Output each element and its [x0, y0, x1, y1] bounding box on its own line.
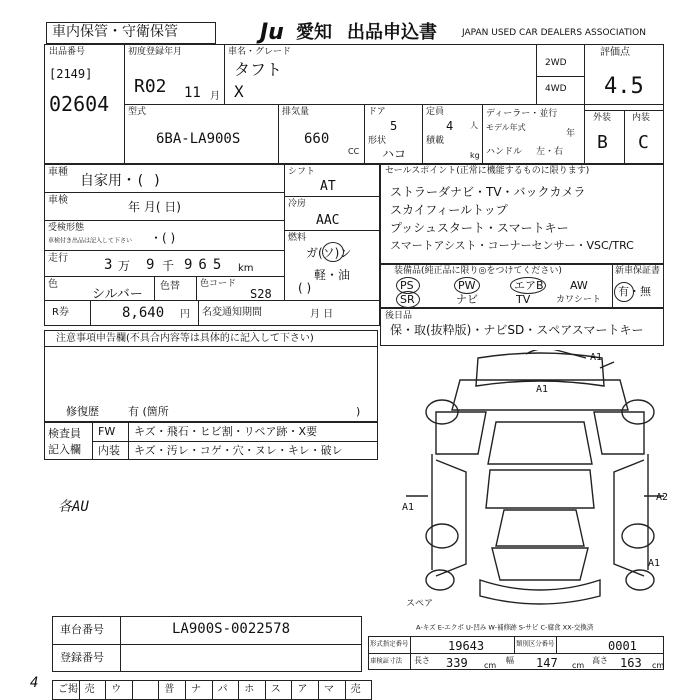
sales-point-1: ストラーダナビ・TV・バックカメラ — [390, 185, 586, 199]
bottom-cell: ホ — [244, 684, 255, 695]
year-unit: 年 — [566, 129, 576, 139]
extras-label: 後日品 — [385, 311, 413, 321]
bottom-cell: 売 — [350, 684, 361, 695]
damage-mark-1: A1 — [590, 352, 603, 363]
chassis-label: 車台番号 — [60, 623, 104, 636]
new-car-warranty-label: 新車保証書 — [615, 266, 661, 276]
kg-unit: kg — [470, 151, 480, 160]
bottom-cell: 売 — [84, 684, 95, 695]
usage-label: 車種 — [48, 167, 68, 178]
form-title: 出品申込書 — [347, 22, 437, 43]
fuel-paren: ( ) — [298, 281, 312, 295]
car-damage-diagram — [400, 350, 680, 620]
lot-bracket-no: [2149] — [49, 67, 93, 81]
recorder-label: 記入欄 — [48, 443, 81, 456]
first-reg-month-unit: 月 — [210, 91, 220, 102]
recycle-value: 8,640 — [122, 305, 165, 321]
equipment-label: 装備品(純正品に限り◎をつけてください) — [394, 266, 562, 276]
registration-label: 登録番号 — [60, 651, 104, 664]
height-unit: cm — [652, 661, 665, 670]
width-value: 147 — [536, 656, 558, 670]
bottom-cell: ス — [270, 684, 281, 695]
tax-label: 名変通知期間 — [202, 307, 262, 318]
color-code: S28 — [250, 287, 272, 301]
margin-mark: 4 — [30, 675, 39, 691]
repair-value: 有 (箇所 — [128, 405, 169, 418]
sales-point-4: スマートアシスト・コーナーセンサー・VSC/TRC — [390, 239, 634, 252]
person-unit: 人 — [470, 121, 478, 130]
bottom-cell-divider — [212, 680, 213, 700]
repair-close: ) — [356, 405, 361, 418]
dealer-label: ディーラー・並行 — [486, 109, 558, 119]
width-label: 幅 — [506, 656, 514, 665]
length-value: 339 — [446, 656, 468, 670]
sales-point-3: プッシュスタート・スマートキー — [390, 221, 569, 235]
inspection-value: 年 月( 日) — [128, 200, 181, 214]
bottom-cell: パ — [217, 684, 228, 695]
bottom-cell: 普 — [164, 684, 175, 695]
notes-label: 注意事項申告欄(不具合内容等は具体的に記入して下さい) — [56, 333, 314, 344]
bottom-cell: ご掲 — [58, 684, 78, 695]
interior-label: 内装 — [632, 113, 651, 123]
equip-ps: PS — [400, 279, 414, 292]
capacity-label: 積載 — [426, 136, 445, 146]
chassis-number: LA900S-0022578 — [172, 621, 291, 637]
model-name-label: 車名・グレード — [228, 47, 292, 57]
width-unit: cm — [572, 661, 585, 670]
equip-airbag-circle — [510, 277, 546, 294]
recycle-unit: 円 — [180, 309, 190, 320]
usage-value: 自家用・( ) — [80, 173, 162, 189]
fw-items: キズ・飛石・ヒビ割・リペア跡・X要 — [134, 425, 318, 438]
seats-label: 定員 — [426, 107, 445, 117]
cc-unit: CC — [348, 147, 360, 156]
grade-score: 4.5 — [604, 74, 644, 99]
bottom-cell-divider — [132, 680, 133, 700]
bottom-cell-divider — [238, 680, 239, 700]
damage-legend: A-キズ E-エクボ U-凹み W-補修跡 S-サビ C-腐食 XX-交換済 — [416, 623, 594, 632]
equip-pw: PW — [458, 279, 476, 292]
color-code-label: 色コード — [200, 279, 237, 289]
shift-label: シフト — [288, 167, 316, 177]
equip-tv: TV — [516, 293, 531, 306]
damage-mark-4: A2 — [656, 492, 669, 503]
class-number: 0001 — [608, 639, 637, 653]
warranty-yes-circle — [614, 282, 634, 302]
interior-grade: C — [638, 132, 649, 153]
shape: ハコ — [382, 147, 407, 161]
equip-sr-circle — [396, 291, 420, 308]
model-year-label: モデル年式 — [486, 123, 526, 132]
model-code: 6BA-LA900S — [156, 131, 241, 147]
tax-value: 月 日 — [310, 309, 334, 320]
length-label: 長さ — [414, 656, 430, 665]
new-car-warranty-value: 有・無 — [618, 285, 651, 298]
equip-pw-circle — [454, 277, 480, 294]
grade-label: 評価点 — [600, 47, 630, 58]
mileage-sen-unit: 千 — [162, 259, 175, 273]
fuel-gas: ガ(ソ)ン — [306, 246, 352, 260]
equip-sr: SR — [400, 293, 415, 306]
aircon-value: AAC — [316, 213, 340, 228]
bottom-cell-divider — [79, 680, 80, 700]
handle-value: 左・右 — [536, 147, 564, 157]
shape-label: 形状 — [368, 136, 387, 146]
first-reg-era: R02 — [134, 76, 167, 97]
equip-navi: ナビ — [456, 293, 478, 306]
fuel-diesel: 軽・油 — [314, 268, 351, 282]
cert-number: 19643 — [448, 639, 485, 653]
int-items: キズ・汚レ・コゲ・穴・ヌレ・キレ・破レ — [134, 444, 343, 457]
aircon-label: 冷房 — [288, 199, 307, 209]
fuel-label: 燃料 — [288, 233, 307, 243]
damage-mark-2: A1 — [536, 384, 549, 395]
grade: X — [234, 82, 244, 101]
drive-2wd: 2WD — [545, 58, 567, 68]
mileage-sen: 9 — [146, 257, 155, 273]
fw-label: FW — [98, 425, 116, 438]
mileage-label: 走行 — [48, 253, 68, 264]
model-code-label: 型式 — [128, 107, 147, 117]
bottom-cell: ナ — [191, 684, 201, 695]
exterior-label: 外装 — [593, 113, 612, 123]
bottom-cell-divider — [345, 680, 346, 700]
verification-label: 受検形態 — [48, 223, 85, 233]
first-reg-label: 初度登録年月 — [128, 47, 183, 57]
first-reg-month: 11 — [184, 85, 201, 101]
length-unit: cm — [484, 661, 497, 670]
org-name: 愛知 — [296, 22, 332, 43]
cert-number-label: 形式指定番号 — [370, 640, 409, 648]
handle-label: ハンドル — [486, 147, 523, 157]
equip-airbag: エアB — [514, 279, 544, 292]
lot-number: 02604 — [49, 92, 110, 116]
doors-label: ドア — [368, 107, 386, 117]
equip-leather: カワシート — [556, 295, 602, 305]
mileage-man: 3 — [104, 257, 113, 273]
spare-label: スペア — [406, 599, 434, 609]
damage-mark-3: A1 — [402, 502, 415, 513]
verification-value: ・( ) — [150, 231, 176, 245]
verification-sub: 車検付き出品は記入して下さい — [48, 237, 132, 244]
ju-logo: Ju — [260, 20, 284, 45]
bottom-cell: マ — [324, 684, 334, 695]
height-label: 高さ — [592, 656, 608, 665]
extras-value: 保・取(抜粋版)・ナビSD・スペアスマートキー — [390, 323, 644, 337]
bottom-cell-divider — [185, 680, 186, 700]
mileage-man-unit: 万 — [118, 259, 131, 273]
exterior-grade: B — [597, 132, 608, 153]
bottom-cell-divider — [318, 680, 319, 700]
drive-4wd: 4WD — [545, 84, 567, 94]
storage-label: 車内保管・守衛保管 — [52, 24, 178, 40]
damage-mark-5: A1 — [648, 558, 661, 569]
inspector-label: 検査員 — [48, 427, 81, 440]
class-number-label: 類別区分番号 — [516, 640, 555, 648]
equip-aw: AW — [570, 279, 588, 292]
inspection-label: 車検 — [48, 195, 68, 206]
sales-point-label: セールスポイント(正常に機能するものに限ります) — [385, 166, 590, 176]
displacement: 660 — [304, 131, 330, 147]
size-label: 車検証寸法 — [370, 657, 402, 665]
displacement-label: 排気量 — [282, 107, 310, 117]
color-value: シルバー — [92, 287, 143, 302]
bottom-cell-divider — [265, 680, 266, 700]
km-unit: km — [238, 263, 254, 274]
repair-label: 修復歴 — [66, 405, 99, 418]
bottom-cell-divider — [291, 680, 292, 700]
bottom-cell-divider — [158, 680, 159, 700]
seats: 4 — [446, 119, 454, 133]
sales-point-2: スカイフィールトップ — [390, 203, 508, 217]
doors: 5 — [390, 119, 398, 133]
bottom-cell: ア — [297, 684, 308, 695]
height-value: 163 — [620, 656, 642, 670]
int-label: 内装 — [98, 444, 120, 457]
handwritten-note: 各AU — [58, 499, 89, 515]
mileage-rest: 965 — [184, 257, 228, 273]
fuel-gas-circle — [322, 242, 344, 262]
shift-value: AT — [320, 179, 336, 194]
lot-label: 出品番号 — [49, 47, 86, 57]
recycle-label: R券 — [52, 307, 69, 318]
bottom-cell-divider — [105, 680, 106, 700]
model-name: タフト — [234, 60, 283, 79]
org-english: JAPAN USED CAR DEALERS ASSOCIATION — [462, 28, 646, 38]
color-change-label: 色替 — [160, 281, 180, 292]
color-label: 色 — [48, 279, 58, 290]
bottom-cell: ウ — [111, 684, 122, 695]
